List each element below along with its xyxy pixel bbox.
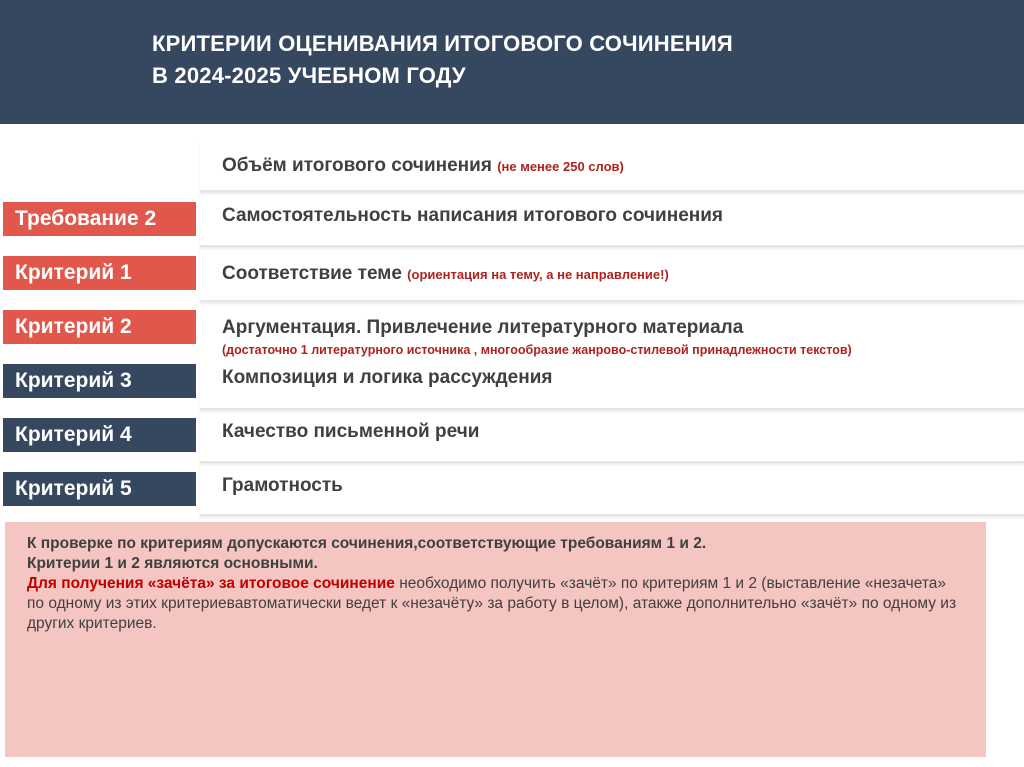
badge-criterion-1: Критерий 1 xyxy=(3,256,196,290)
badge-criterion-4: Критерий 4 xyxy=(3,418,196,452)
info-rest-text: необходимо получить «зачёт» по критериям 1 и 2 (выставление «незачета» по одному из этих критериевавтоматически ведет к «незачёту» за работу в целом), атакже дополнительно «зачёт» по одному из других критериев. xyxy=(27,575,957,632)
badge-criterion-2: Критерий 2 xyxy=(3,310,196,344)
topic-label: Соответствие теме xyxy=(222,263,408,284)
volume-note: (не менее 250 слов) xyxy=(497,159,624,174)
volume-label: Объём итогового сочинения xyxy=(222,155,498,176)
quality-text: Качество письменной речи xyxy=(222,421,480,442)
argumentation-note: (достаточно 1 литературного источника , многообразие жанрово-стилевой принадлежности текстов) xyxy=(222,343,852,357)
badge-requirement-2: Требование 2 xyxy=(3,202,196,236)
independence-text: Самостоятельность написания итогового сочинения xyxy=(222,205,724,226)
title-line-1: КРИТЕРИИ ОЦЕНИВАНИЯ ИТОГОВОГО СОЧИНЕНИЯ xyxy=(152,31,733,56)
composition-text: Композиция и логика рассуждения xyxy=(222,367,553,388)
page-title xyxy=(152,28,733,92)
header-banner xyxy=(0,0,1024,124)
title-line-2: В 2024-2025 УЧЕБНОМ ГОДУ xyxy=(152,63,466,88)
info-line-1: К проверке по критериям допускаются сочинения,соответствующие требованиям 1 и 2. xyxy=(27,535,707,552)
topic-text xyxy=(222,263,669,285)
topic-note: (ориентация на тему, а не направление!) xyxy=(407,267,669,282)
info-paragraph xyxy=(27,574,966,634)
info-line-2: Критерии 1 и 2 являются основными. xyxy=(27,555,318,572)
info-red-text: Для получения «зачёта» за итоговое сочинение xyxy=(27,575,395,592)
badge-criterion-3: Критерий 3 xyxy=(3,364,196,398)
argumentation-text: Аргументация. Привлечение литературного материала xyxy=(222,317,744,338)
info-box xyxy=(5,522,986,757)
badge-criterion-5: Критерий 5 xyxy=(3,472,196,506)
volume-text xyxy=(222,155,624,177)
literacy-text: Грамотность xyxy=(222,475,343,496)
